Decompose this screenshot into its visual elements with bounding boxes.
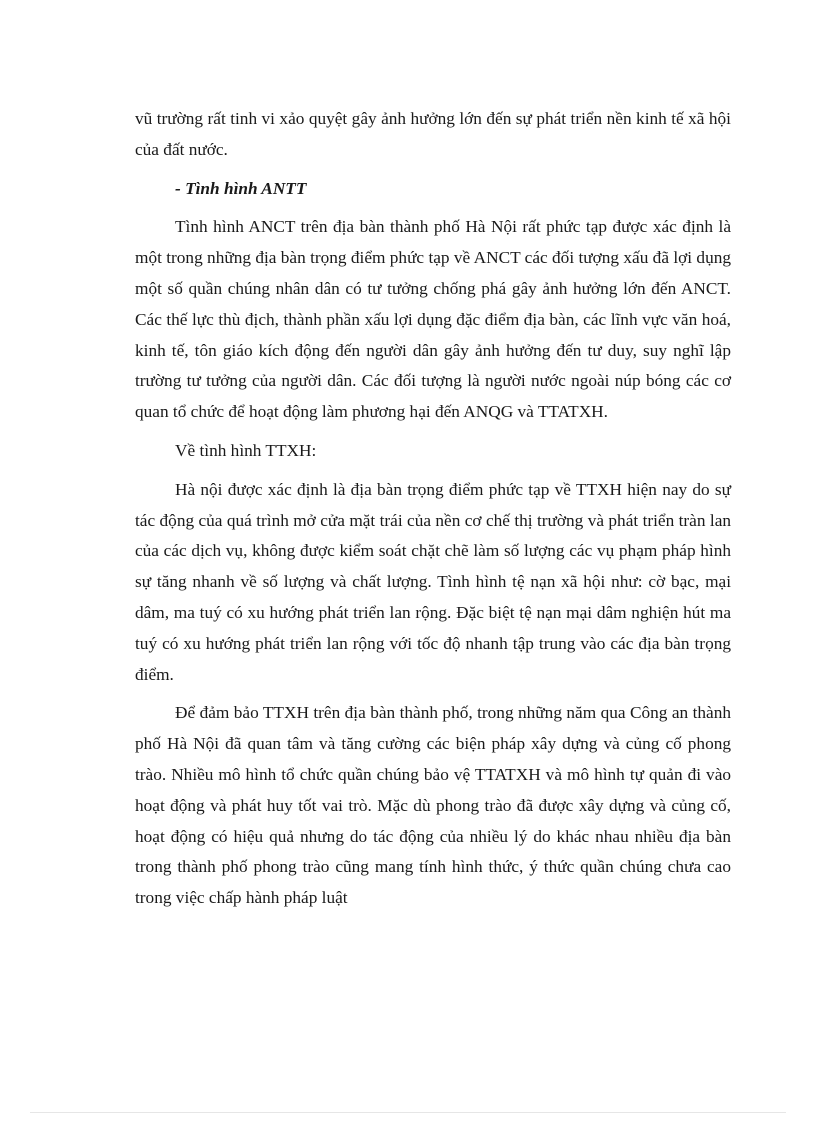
body-text xyxy=(135,104,731,922)
section-heading-antt: - Tình hình ANTT xyxy=(175,178,307,198)
paragraph-continuation: vũ trường rất tinh vi xảo quyệt gây ảnh hưởng lớn đến sự phát triển nền kinh tế xã hội của đất nước. xyxy=(135,109,731,159)
paragraph-anct: Tình hình ANCT trên địa bàn thành phố Hà Nội rất phức tạp được xác định là một trong những địa bàn trọng điểm phức tạp về ANCT các đối tượng xấu đã lợi dụng một số quần chúng nhân dân có tư tưởng chống phá gây ảnh hưởng lớn đến ANCT. Các thế lực thù địch, thành phần xấu lợi dụng đặc điểm địa bàn, các lĩnh vực văn hoá, kinh tế, tôn giáo kích động đến người dân gây ảnh hưởng đến tư duy, suy nghĩ lập trường tư tưởng của người dân. Các đối tượng là người nước ngoài núp bóng các cơ quan tổ chức để hoạt động làm phương hại đến ANQG và TTATXH. xyxy=(135,217,731,422)
subheading-ttxh: Về tình hình TTXH: xyxy=(175,440,317,460)
page-bottom-divider xyxy=(30,1112,786,1113)
paragraph-hanoi-ttxh: Hà nội được xác định là địa bàn trọng điểm phức tạp về TTXH hiện nay do sự tác động của quá trình mở cửa mặt trái của nền cơ chế thị trường và phát triển tràn lan của các dịch vụ, không được kiểm soát chặt chẽ làm số lượng các vụ phạm pháp hình sự tăng nhanh về số lượng và chất lượng. Tình hình tệ nạn xã hội như: cờ bạc, mại dâm, ma tuý có xu hướng phát triển lan rộng. Đặc biệt tệ nạn mại dâm nghiện hút ma tuý có xu hướng phát triển lan rộng với tốc độ nhanh tập trung vào các địa bàn trọng điểm. xyxy=(135,479,731,684)
paragraph-dam-bao-ttxh: Để đảm bảo TTXH trên địa bàn thành phố, trong những năm qua Công an thành phố Hà Nội đã quan tâm và tăng cường các biện pháp xây dựng và củng cố phong trào. Nhiều mô hình tổ chức quần chúng bảo vệ TTATXH và mô hình tự quản đi vào hoạt động và phát huy tốt vai trò. Mặc dù phong trào đã được xây dựng và củng cố, hoạt động có hiệu quả nhưng do tác động của nhiều lý do khác nhau nhiều địa bàn trong thành phố phong trào cũng mang tính hình thức, ý thức quần chúng chưa cao trong việc chấp hành pháp luật xyxy=(135,703,731,908)
